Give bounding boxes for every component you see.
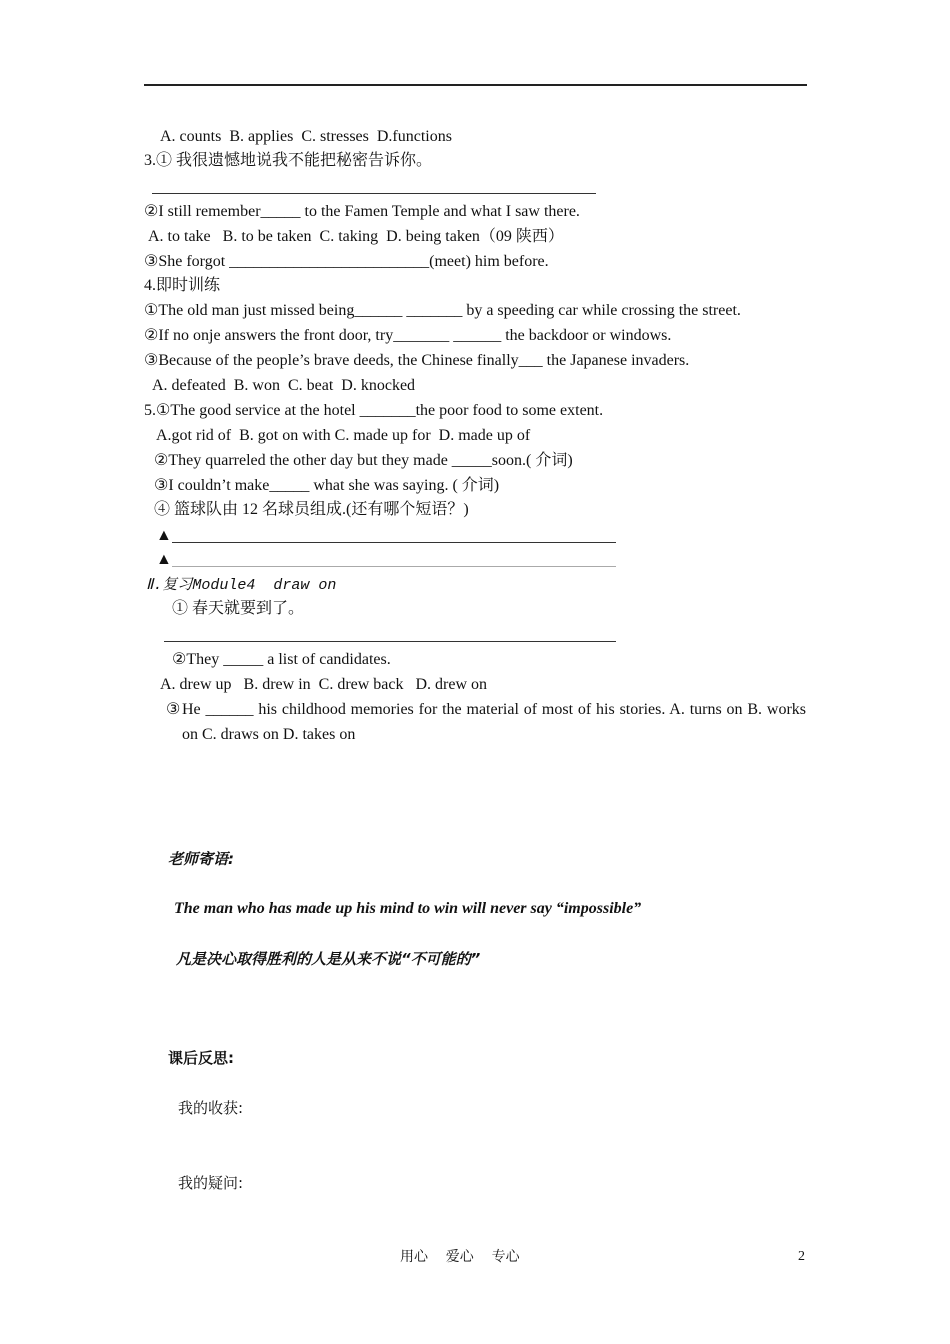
answer-line [164, 641, 616, 642]
answer-line [172, 566, 616, 567]
q3-translation-prompt: 3.① 我很遗憾地说我不能把秘密告诉你。 [144, 152, 433, 169]
s2-item-3-marker: ③ [166, 701, 181, 718]
q4-item-1: ①The old man just missed being______ _______ by a speeding car while crossing the street. [144, 302, 741, 319]
q5-item-4: ④ 篮球队由 12 名球员组成.(还有哪个短语？) [154, 501, 469, 518]
q4-item-3: ③Because of the people’s brave deeds, the Chinese finally___ the Japanese invaders. [144, 352, 690, 369]
q3-item-2: ②I still remember_____ to the Famen Temple and what I saw there. [144, 203, 580, 220]
q3-item-2-options: A. to take B. to be taken C. taking D. being taken（09 陕西） [148, 228, 564, 245]
q5-item-2: ②They quarreled the other day but they made _____soon.( 介词) [154, 452, 573, 469]
s2-item-2: ②They _____ a list of candidates. [172, 651, 391, 668]
section-4-heading: 4.即时训练 [144, 277, 221, 294]
footer-motto: 用心 爱心 专心 [400, 1249, 520, 1265]
s2-item-3: He ______ his childhood memories for the material of most of his stories. A. turns on B. works on C. draws on D. takes on [182, 701, 806, 743]
section-2-heading: Ⅱ.复习Module4 draw on [146, 577, 337, 594]
answer-line [152, 193, 596, 194]
header-rule [144, 84, 807, 86]
q5-item-3: ③I couldn’t make_____ what she was saying. ( 介词) [154, 477, 500, 494]
answer-line [172, 542, 616, 543]
q5-item-1: 5.①The good service at the hotel _______the poor food to some extent. [144, 402, 604, 419]
s2-item-2-options: A. drew up B. drew in C. drew back D. drew on [160, 676, 488, 693]
page-number: 2 [798, 1249, 805, 1264]
q4-item-2: ②If no onje answers the front door, try_______ ______ the backdoor or windows. [144, 327, 672, 344]
s2-item-1: ① 春天就要到了。 [172, 600, 305, 617]
q3-item-3: ③She forgot _________________________(meet) him before. [144, 253, 549, 270]
triangle-bullet: ▲ [156, 527, 172, 544]
q5-item-1-options: A.got rid of B. got on with C. made up for D. made up of [156, 427, 531, 444]
reflection-heading: 课后反思: [168, 1049, 234, 1067]
teacher-message-label: 老师寄语: [168, 850, 234, 868]
q2-options: A. counts B. applies C. stresses D.functions [160, 128, 452, 145]
triangle-bullet: ▲ [156, 551, 172, 568]
reflection-gains: 我的收获: [178, 1099, 244, 1117]
reflection-questions: 我的疑问: [178, 1174, 244, 1192]
teacher-message-english: The man who has made up his mind to win will never say “impossible” [174, 900, 642, 917]
q4-item-3-options: A. defeated B. won C. beat D. knocked [152, 377, 416, 394]
teacher-message-chinese: 凡是决心取得胜利的人是从来不说“不可能的” [176, 950, 481, 968]
